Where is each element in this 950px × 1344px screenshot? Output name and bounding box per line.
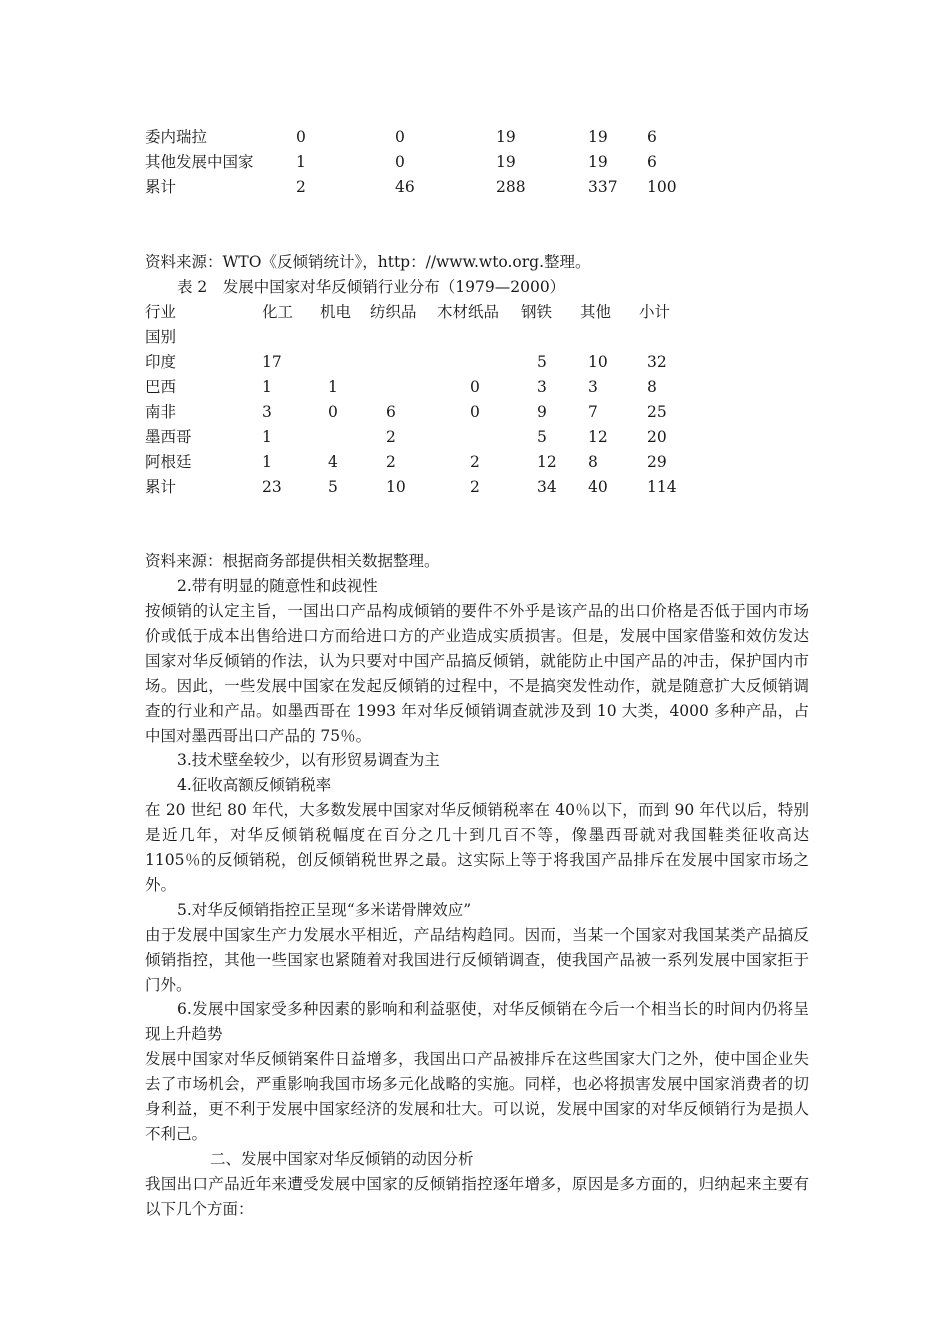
table2-cell: 3	[262, 403, 272, 421]
table2-cell: 8	[588, 453, 598, 471]
table2-cell: 6	[386, 403, 396, 421]
table2-header: 其他	[580, 303, 612, 321]
table2-cell: 2	[470, 478, 480, 496]
table2-cell: 40	[588, 478, 608, 496]
table2-cell: 0	[470, 378, 480, 396]
table1-cell: 0	[395, 153, 405, 171]
table2-cell: 2	[386, 453, 396, 471]
table1-cell: 0	[296, 128, 306, 146]
table2-row-label: 巴西	[145, 378, 177, 396]
table2-cell: 10	[588, 353, 608, 371]
paragraph-4: 在 20 世纪 80 年代，大多数发展中国家对华反倾销税率在 40％以下，而到 90 年代以后，特别是近几年，对华反倾销税幅度在百分之几十到几百不等，像墨西哥就对我国鞋类征收高达 1105％的反倾销税，创反倾销税世界之最。这实际上等于将我国产品排斥在发展中国家市场之外。	[145, 801, 809, 894]
table2-cell: 9	[537, 403, 547, 421]
heading-6: 6.发展中国家受多种因素的影响和利益驱使，对华反倾销在今后一个相当长的时间内仍将呈现上升趋势	[145, 1000, 809, 1043]
table2-row-label: 南非	[145, 403, 177, 421]
table2-cell: 29	[647, 453, 667, 471]
table2-cell: 2	[470, 453, 480, 471]
table2-cell: 1	[262, 428, 272, 446]
table1-cell: 1	[296, 153, 306, 171]
table1-source: 资料来源：WTO《反倾销统计》，http：//www.wto.org.整理。	[145, 253, 591, 271]
table2-cell: 8	[647, 378, 657, 396]
table2-cell: 5	[537, 353, 547, 371]
paragraph-5: 由于发展中国家生产力发展水平相近，产品结构趋同。因而，当某一个国家对我国某类产品搞反倾销指控，其他一些国家也紧随着对我国进行反倾销调查，使我国产品被一系列发展中国家拒于门外。	[145, 926, 809, 994]
table2-cell: 17	[262, 353, 282, 371]
table2-cell: 32	[647, 353, 667, 371]
heading-4: 4.征收高额反倾销税率	[177, 776, 332, 794]
table2-header: 化工	[262, 303, 294, 321]
table2-source: 资料来源：根据商务部提供相关数据整理。	[145, 552, 440, 570]
table1-cell: 337	[588, 178, 618, 196]
table2-cell: 5	[328, 478, 338, 496]
table2-header: 钢铁	[521, 303, 553, 321]
table2-cell: 5	[537, 428, 547, 446]
table1-cell: 19	[588, 128, 608, 146]
table2-cell: 0	[328, 403, 338, 421]
table1-cell: 100	[647, 178, 677, 196]
table2-cell: 25	[647, 403, 667, 421]
table2-cell: 10	[386, 478, 406, 496]
table2-cell: 12	[537, 453, 557, 471]
table1-cell: 0	[395, 128, 405, 146]
table2-cell: 1	[262, 453, 272, 471]
table2-header: 小计	[639, 303, 671, 321]
table2-cell: 1	[262, 378, 272, 396]
table1-row-label: 其他发展中国家	[145, 153, 254, 171]
paragraph-7: 我国出口产品近年来遭受发展中国家的反倾销指控逐年增多，原因是多方面的，归纳起来主要有以下几个方面：	[145, 1175, 809, 1218]
table2-cell: 114	[647, 478, 677, 496]
table2-header: 纺织品	[370, 303, 417, 321]
table2-cell: 7	[588, 403, 598, 421]
table1-cell: 19	[496, 128, 516, 146]
table2-cell: 4	[328, 453, 338, 471]
table1-cell: 19	[496, 153, 516, 171]
paragraph-6: 发展中国家对华反倾销案件日益增多，我国出口产品被排斥在这些国家大门之外，使中国企业失去了市场机会，严重影响我国市场多元化战略的实施。同样，也必将损害发展中国家消费者的切身利益，更不利于发展中国家经济的发展和壮大。可以说，发展中国家的对华反倾销行为是损人不利己。	[145, 1050, 809, 1143]
table2-cell: 3	[537, 378, 547, 396]
table2-corner-top: 行业	[145, 303, 177, 321]
table2-cell: 3	[588, 378, 598, 396]
paragraph-2: 按倾销的认定主旨，一国出口产品构成倾销的要件不外乎是该产品的出口价格是否低于国内市场价或低于成本出售给进口方而给进口方的产业造成实质损害。但是，发展中国家借鉴和效仿发达国家对华反倾销的作法，认为只要对中国产品搞反倾销，就能防止中国产品的冲击，保护国内市场。因此，一些发展中国家在发起反倾销的过程中，不是搞突发性动作，就是随意扩大反倾销调查的行业和产品。如墨西哥在 1993 年对华反倾销调查就涉及到 10 大类，4000 多种产品，占中国对墨西哥出口产品的 75％。	[145, 602, 809, 745]
table1-row-label: 累计	[145, 178, 177, 196]
table2-row-label: 墨西哥	[145, 428, 192, 446]
table1-row-label: 委内瑞拉	[145, 128, 208, 146]
table2-row-label: 阿根廷	[145, 453, 192, 471]
table1-cell: 46	[395, 178, 415, 196]
heading-5: 5.对华反倾销指控正呈现“多米诺骨牌效应”	[177, 901, 472, 919]
table2-cell: 23	[262, 478, 282, 496]
table1-cell: 6	[647, 128, 657, 146]
table2-cell: 1	[328, 378, 338, 396]
table2-corner-bottom: 国别	[145, 328, 177, 346]
table2-header: 机电	[320, 303, 352, 321]
table1-cell: 2	[296, 178, 306, 196]
table2-cell: 34	[537, 478, 557, 496]
table2-row-label: 累计	[145, 478, 177, 496]
table1-cell: 19	[588, 153, 608, 171]
heading-2: 2.带有明显的随意性和歧视性	[177, 577, 378, 595]
section-heading: 二、发展中国家对华反倾销的动因分析	[210, 1150, 474, 1168]
table2-header: 木材纸品	[437, 303, 500, 321]
table1-cell: 6	[647, 153, 657, 171]
table2-caption: 表 2 发展中国家对华反倾销行业分布（1979—2000）	[177, 278, 566, 296]
table2-cell: 2	[386, 428, 396, 446]
table2-cell: 12	[588, 428, 608, 446]
table2-row-label: 印度	[145, 353, 177, 371]
table2-cell: 0	[470, 403, 480, 421]
heading-3: 3.技术壁垒较少，以有形贸易调查为主	[177, 751, 440, 769]
table1-cell: 288	[496, 178, 526, 196]
table2-cell: 20	[647, 428, 667, 446]
